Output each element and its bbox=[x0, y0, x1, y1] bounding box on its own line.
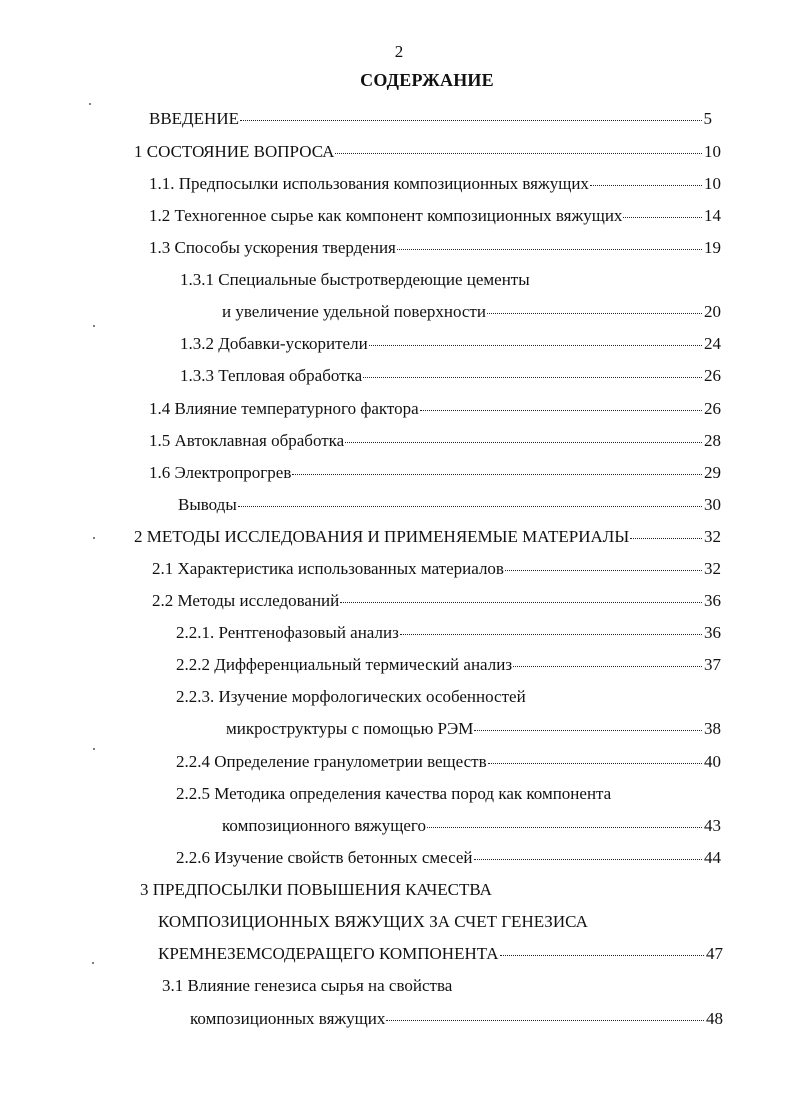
toc-entry-text: 1.3.1 Специальные быстротвердеющие цементы bbox=[180, 270, 530, 289]
toc-entry-1-3-1[interactable] bbox=[180, 269, 530, 291]
toc-entry-chapter-3-cont-1[interactable] bbox=[158, 911, 588, 933]
toc-entry-text: композиционных вяжущих bbox=[190, 1009, 386, 1028]
toc-entry-page: 40 bbox=[704, 752, 721, 771]
toc-entry-2-2-6[interactable] bbox=[176, 847, 721, 869]
scan-speck bbox=[93, 748, 95, 750]
page-title: СОДЕРЖАНИЕ bbox=[360, 70, 494, 90]
dot-leader bbox=[630, 538, 702, 539]
toc-entry-2-2-3-cont[interactable] bbox=[226, 718, 721, 740]
toc-entry-page: 32 bbox=[704, 559, 721, 578]
toc-entry-text: 1.3.3 Тепловая обработка bbox=[180, 366, 363, 385]
toc-entry-text: 3 ПРЕДПОСЫЛКИ ПОВЫШЕНИЯ КАЧЕСТВА bbox=[140, 880, 492, 899]
toc-entry-page: 48 bbox=[706, 1009, 723, 1028]
dot-leader bbox=[487, 313, 702, 314]
toc-entry-text: 2.2.4 Определение гранулометрии веществ bbox=[176, 752, 487, 771]
toc-entry-text: 1.5 Автоклавная обработка bbox=[149, 431, 345, 450]
page-number: 2 bbox=[394, 42, 404, 61]
toc-entry-text: композиционного вяжущего bbox=[222, 816, 426, 835]
toc-entry-2-2-5[interactable] bbox=[176, 783, 611, 805]
toc-entry-page: 20 bbox=[704, 302, 721, 321]
toc-entry-page: 32 bbox=[704, 527, 721, 546]
toc-entry-text: 1.1. Предпосылки использования композиционных вяжущих bbox=[149, 174, 589, 193]
toc-entry-text: 2.1 Характеристика использованных материалов bbox=[152, 559, 504, 578]
dot-leader bbox=[369, 345, 702, 346]
toc-entry-page: 38 bbox=[704, 719, 721, 738]
toc-entry-text: 2.2.2 Дифференциальный термический анализ bbox=[176, 655, 513, 674]
toc-entry-text: ВВЕДЕНИЕ bbox=[149, 109, 239, 128]
dot-leader bbox=[427, 827, 702, 828]
toc-entry-text: 1 СОСТОЯНИЕ ВОПРОСА bbox=[134, 142, 335, 161]
scan-speck bbox=[92, 962, 94, 964]
toc-entry-1-4[interactable] bbox=[149, 398, 721, 420]
toc-entry-page: 36 bbox=[704, 623, 721, 642]
toc-entry-page: 44 bbox=[704, 848, 721, 867]
toc-entry-text: 2.2.1. Рентгенофазовый анализ bbox=[176, 623, 399, 642]
toc-entry-1-3-2[interactable] bbox=[180, 333, 721, 355]
toc-entry-2-2-2[interactable] bbox=[176, 654, 721, 676]
toc-entry-text: КОМПОЗИЦИОННЫХ ВЯЖУЩИХ ЗА СЧЕТ ГЕНЕЗИСА bbox=[158, 912, 588, 931]
dot-leader bbox=[488, 763, 702, 764]
toc-entry-1-3-3[interactable] bbox=[180, 365, 721, 387]
toc-entry-chapter-3-cont-2[interactable] bbox=[158, 943, 723, 965]
toc-entry-page: 36 bbox=[704, 591, 721, 610]
toc-entry-2-2-1[interactable] bbox=[176, 622, 721, 644]
dot-leader bbox=[420, 410, 702, 411]
toc-entry-text: 2.2.3. Изучение морфологических особенностей bbox=[176, 687, 526, 706]
toc-entry-page: 29 bbox=[704, 463, 721, 482]
dot-leader bbox=[363, 377, 702, 378]
toc-entry-1-5[interactable] bbox=[149, 430, 721, 452]
dot-leader bbox=[292, 474, 702, 475]
toc-entry-3-1-cont[interactable] bbox=[190, 1008, 723, 1030]
toc-entry-1-2[interactable] bbox=[149, 205, 721, 227]
toc-entry-text: микроструктуры с помощью РЭМ bbox=[226, 719, 474, 738]
dot-leader bbox=[623, 217, 702, 218]
toc-entry-page: 43 bbox=[704, 816, 721, 835]
toc-entry-conclusions[interactable] bbox=[178, 494, 721, 516]
toc-entry-page: 30 bbox=[704, 495, 721, 514]
scan-speck bbox=[93, 325, 95, 327]
dot-leader bbox=[474, 859, 703, 860]
toc-entry-page: 37 bbox=[704, 655, 721, 674]
toc-entry-page: 28 bbox=[704, 431, 721, 450]
toc-entry-text: 2 МЕТОДЫ ИССЛЕДОВАНИЯ И ПРИМЕНЯЕМЫЕ МАТЕРИАЛЫ bbox=[134, 527, 630, 546]
toc-entry-page: 5 bbox=[703, 109, 712, 128]
toc-entry-page: 47 bbox=[706, 944, 723, 963]
dot-leader bbox=[345, 442, 702, 443]
dot-leader bbox=[500, 955, 704, 956]
toc-entry-page: 26 bbox=[704, 399, 721, 418]
toc-entry-chapter-1[interactable] bbox=[134, 141, 721, 163]
toc-entry-text: 1.4 Влияние температурного фактора bbox=[149, 399, 419, 418]
dot-leader bbox=[238, 506, 702, 507]
dot-leader bbox=[397, 249, 702, 250]
toc-entry-text: 1.6 Электропрогрев bbox=[149, 463, 292, 482]
toc-entry-text: 3.1 Влияние генезиса сырья на свойства bbox=[162, 976, 453, 995]
toc-entry-text: и увеличение удельной поверхности bbox=[222, 302, 486, 321]
toc-entry-1-6[interactable] bbox=[149, 462, 721, 484]
toc-entry-introduction[interactable] bbox=[149, 108, 712, 130]
toc-entry-text: 2.2 Методы исследований bbox=[152, 591, 340, 610]
toc-entry-2-2[interactable] bbox=[152, 590, 721, 612]
toc-entry-text: 1.2 Техногенное сырье как компонент композиционных вяжущих bbox=[149, 206, 623, 225]
toc-entry-page: 24 bbox=[704, 334, 721, 353]
toc-entry-chapter-3[interactable] bbox=[140, 879, 492, 901]
scan-speck bbox=[93, 537, 95, 539]
dot-leader bbox=[240, 120, 702, 121]
toc-entry-1-3-1-cont[interactable] bbox=[222, 301, 721, 323]
scan-speck bbox=[89, 103, 91, 105]
toc-entry-2-2-3[interactable] bbox=[176, 686, 526, 708]
toc-entry-2-1[interactable] bbox=[152, 558, 721, 580]
dot-leader bbox=[505, 570, 702, 571]
toc-entry-text: КРЕМНЕЗЕМСОДЕРАЩЕГО КОМПОНЕНТА bbox=[158, 944, 499, 963]
toc-entry-3-1[interactable] bbox=[162, 975, 452, 997]
toc-entry-page: 10 bbox=[704, 142, 721, 161]
toc-entry-page: 10 bbox=[704, 174, 721, 193]
dot-leader bbox=[513, 666, 702, 667]
toc-entry-text: 1.3.2 Добавки-ускорители bbox=[180, 334, 368, 353]
toc-entry-text: 2.2.6 Изучение свойств бетонных смесей bbox=[176, 848, 473, 867]
toc-entry-2-2-4[interactable] bbox=[176, 751, 721, 773]
toc-entry-2-2-5-cont[interactable] bbox=[222, 815, 721, 837]
dot-leader bbox=[335, 153, 702, 154]
dot-leader bbox=[340, 602, 702, 603]
dot-leader bbox=[590, 185, 702, 186]
toc-entry-text: 2.2.5 Методика определения качества пород как компонента bbox=[176, 784, 612, 803]
toc-entry-chapter-2[interactable] bbox=[134, 526, 721, 548]
toc-entry-1-3[interactable] bbox=[149, 237, 721, 259]
toc-entry-page: 14 bbox=[704, 206, 721, 225]
dot-leader bbox=[386, 1020, 704, 1021]
dot-leader bbox=[400, 634, 702, 635]
dot-leader bbox=[474, 730, 702, 731]
toc-entry-text: Выводы bbox=[178, 495, 237, 514]
toc-entry-page: 19 bbox=[704, 238, 721, 257]
toc-entry-text: 1.3 Способы ускорения твердения bbox=[149, 238, 396, 257]
toc-entry-page: 26 bbox=[704, 366, 721, 385]
toc-entry-1-1[interactable] bbox=[149, 173, 721, 195]
